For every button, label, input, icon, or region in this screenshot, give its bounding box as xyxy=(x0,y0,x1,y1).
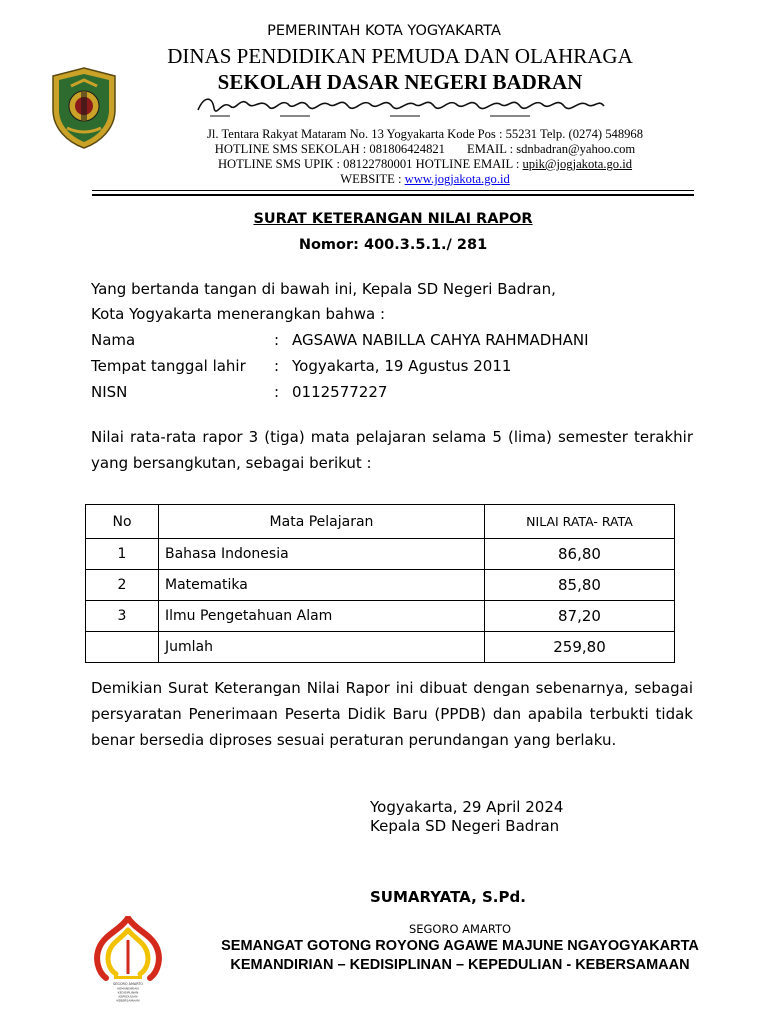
school-email: EMAIL : sdnbadran@yahoo.com xyxy=(467,142,636,156)
field-label-nisn: NISN xyxy=(91,383,128,401)
table-row xyxy=(86,570,675,601)
logo-text-3: KEDISIPLINAN xyxy=(117,990,139,995)
paragraph-closing: Demikian Surat Keterangan Nilai Rapor ini dibuat dengan sebenarnya, sebagai persyaratan Penerimaan Peserta Didik Baru (PPDB) dan apabila terbukti tidak benar bersedia diproses sesuai peraturan perundangan yang berlaku. xyxy=(91,679,693,749)
table-total-row xyxy=(86,632,675,663)
government-name: PEMERINTAH KOTA YOGYAKARTA xyxy=(267,23,501,39)
row-no xyxy=(86,632,159,663)
field-label-name: Nama xyxy=(91,331,136,349)
header-no: No xyxy=(86,505,159,539)
letterhead-contact-block xyxy=(100,127,750,187)
logo-text-4: KEPEDULIAN xyxy=(118,994,138,999)
website-link[interactable]: www.jogjakota.go.id xyxy=(404,172,510,186)
grades-table xyxy=(85,504,675,663)
logo-text-1: SEGORO AMARTO xyxy=(112,982,144,986)
row-value: 85,80 xyxy=(485,570,675,601)
field-value-name: AGSAWA NABILLA CAHYA RAHMADHANI xyxy=(292,331,589,349)
signer-name: SUMARYATA, S.Pd. xyxy=(370,888,526,906)
field-value-nisn: 0112577227 xyxy=(292,383,388,401)
row-subject-total: Jumlah xyxy=(159,632,485,663)
upik-email-link[interactable]: upik@jogjakota.go.id xyxy=(522,157,633,171)
logo-text-5: KEBERSAMAAN xyxy=(116,998,140,1003)
upik-hotline: HOTLINE SMS UPIK : 08122780001 HOTLINE EMAIL : xyxy=(217,157,523,171)
row-no: 1 xyxy=(86,539,159,570)
signature-place-date: Yogyakarta, 29 April 2024 xyxy=(370,798,564,816)
header-subject: Mata Pelajaran xyxy=(159,505,485,539)
segoro-amarto-logo xyxy=(92,916,164,1004)
letterhead-divider-thick xyxy=(92,194,694,196)
document-title: SURAT KETERANGAN NILAI RAPOR xyxy=(253,211,533,227)
row-value: 86,80 xyxy=(485,539,675,570)
document-number: Nomor: 400.3.5.1./ 281 xyxy=(298,237,488,253)
row-value-total: 259,80 xyxy=(485,632,675,663)
website-line xyxy=(100,172,750,187)
department-name: DINAS PENDIDIKAN PEMUDA DAN OLAHRAGA xyxy=(167,44,633,68)
table-row xyxy=(86,539,675,570)
upik-line xyxy=(100,157,750,172)
table-header-row xyxy=(86,505,675,539)
footer-slogan-line-2: KEMANDIRIAN – KEDISIPLINAN – KEPEDULIAN - KEBERSAMAAN xyxy=(230,957,690,973)
intro-line-2: Kota Yogyakarta menerangkan bahwa : xyxy=(91,305,386,323)
row-no: 3 xyxy=(86,601,159,632)
row-subject: Matematika xyxy=(159,570,485,601)
javanese-script-image xyxy=(190,92,610,120)
table-row xyxy=(86,601,675,632)
school-hotline: HOTLINE SMS SEKOLAH : 081806424821 xyxy=(214,142,445,156)
paragraph-intro-grades: Nilai rata-rata rapor 3 (tiga) mata pelajaran selama 5 (lima) semester terakhir yang bersangkutan, sebagai berikut : xyxy=(91,428,693,472)
website-label: WEBSITE : xyxy=(340,172,405,186)
letterhead-divider-thin xyxy=(92,190,694,191)
row-no: 2 xyxy=(86,570,159,601)
footer-slogan-line-1: SEMANGAT GOTONG ROYONG AGAWE MAJUNE NGAYOGYAKARTA xyxy=(221,938,699,954)
row-subject: Bahasa Indonesia xyxy=(159,539,485,570)
field-colon: : xyxy=(274,357,280,375)
field-label-birth: Tempat tanggal lahir xyxy=(91,357,246,375)
row-subject: Ilmu Pengetahuan Alam xyxy=(159,601,485,632)
school-name: SEKOLAH DASAR NEGERI BADRAN xyxy=(217,70,583,94)
intro-line-1: Yang bertanda tangan di bawah ini, Kepala SD Negeri Badran, xyxy=(91,280,556,298)
field-colon: : xyxy=(274,383,280,401)
row-value: 87,20 xyxy=(485,601,675,632)
signature-position: Kepala SD Negeri Badran xyxy=(370,817,560,835)
field-value-birth: Yogyakarta, 19 Agustus 2011 xyxy=(292,357,512,375)
hotline-email-line xyxy=(100,142,750,157)
header-average: NILAI RATA- RATA xyxy=(485,505,675,539)
field-colon: : xyxy=(274,331,280,349)
footer-motto: SEGORO AMARTO xyxy=(408,922,512,936)
school-address: Jl. Tentara Rakyat Mataram No. 13 Yogyakarta Kode Pos : 55231 Telp. (0274) 548968 xyxy=(206,127,644,141)
logo-text-2: KEMANDIRIAN xyxy=(117,986,139,991)
